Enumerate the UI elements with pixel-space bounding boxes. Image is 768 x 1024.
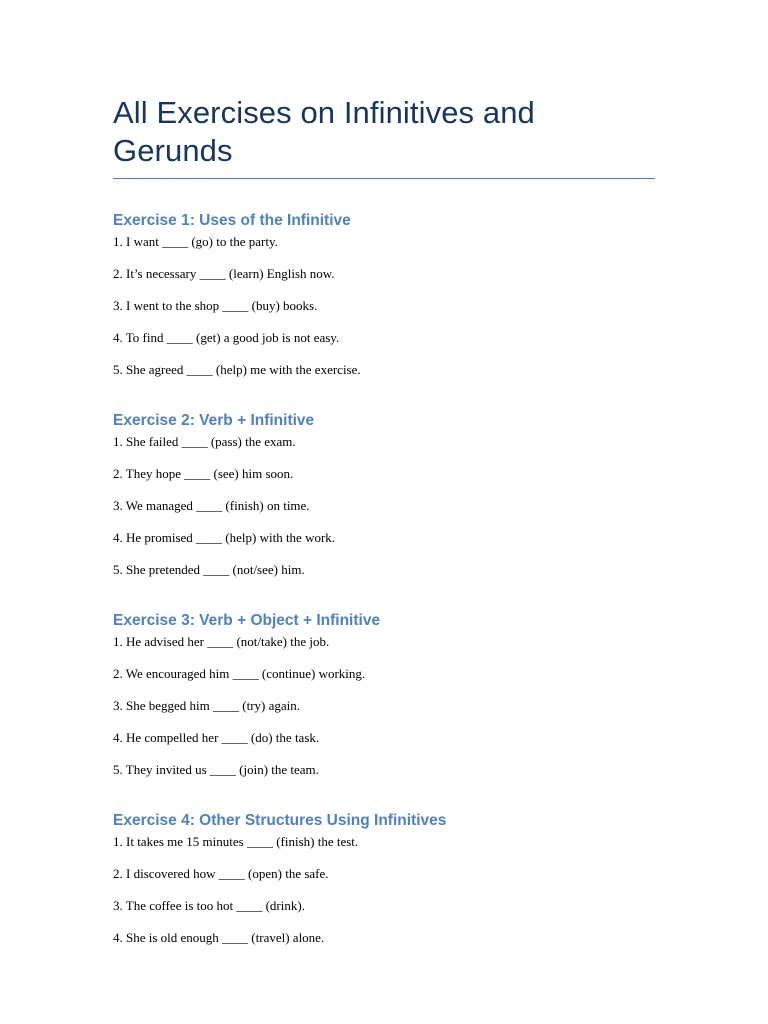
exercise-item: 2. We encouraged him ____ (continue) working. (113, 666, 366, 681)
exercise-item: 3. She begged him ____ (try) again. (113, 698, 301, 713)
exercise-3-heading: Exercise 3: Verb + Object + Infinitive (113, 612, 381, 629)
exercise-item: 2. I discovered how ____ (open) the safe. (113, 866, 329, 881)
exercise-item: 1. She failed ____ (pass) the exam. (113, 434, 296, 449)
exercise-item: 5. She agreed ____ (help) me with the exercise. (113, 362, 361, 377)
exercise-1-items (113, 234, 655, 378)
exercise-item: 2. It’s necessary ____ (learn) English now. (113, 266, 335, 281)
exercise-item: 5. She pretended ____ (not/see) him. (113, 562, 305, 577)
exercise-4-section (113, 811, 655, 946)
exercise-item: 3. I went to the shop ____ (buy) books. (113, 298, 318, 313)
exercise-item: 3. We managed ____ (finish) on time. (113, 498, 310, 513)
exercise-4-heading: Exercise 4: Other Structures Using Infinitives (113, 812, 447, 829)
exercise-item: 1. He advised her ____ (not/take) the job. (113, 634, 330, 649)
exercise-item: 4. He promised ____ (help) with the work. (113, 530, 336, 545)
exercise-item: 4. He compelled her ____ (do) the task. (113, 730, 320, 745)
document-page (113, 94, 655, 946)
exercise-item: 4. She is old enough ____ (travel) alone. (113, 930, 325, 945)
exercise-1-section (113, 211, 655, 378)
exercise-item: 3. The coffee is too hot ____ (drink). (113, 898, 305, 913)
exercise-item: 1. It takes me 15 minutes ____ (finish) the test. (113, 834, 359, 849)
exercise-1-heading: Exercise 1: Uses of the Infinitive (113, 212, 351, 229)
document-title: All Exercises on Infinitives and Gerunds (113, 94, 655, 179)
exercise-3-section (113, 611, 655, 778)
exercise-item: 4. To find ____ (get) a good job is not easy. (113, 330, 340, 345)
exercise-3-items (113, 634, 655, 778)
exercise-item: 5. They invited us ____ (join) the team. (113, 762, 319, 777)
exercise-item: 2. They hope ____ (see) him soon. (113, 466, 294, 481)
exercise-2-heading: Exercise 2: Verb + Infinitive (113, 412, 315, 429)
exercise-4-items (113, 834, 655, 946)
exercise-2-items (113, 434, 655, 578)
exercise-2-section (113, 411, 655, 578)
exercise-item: 1. I want ____ (go) to the party. (113, 234, 278, 249)
